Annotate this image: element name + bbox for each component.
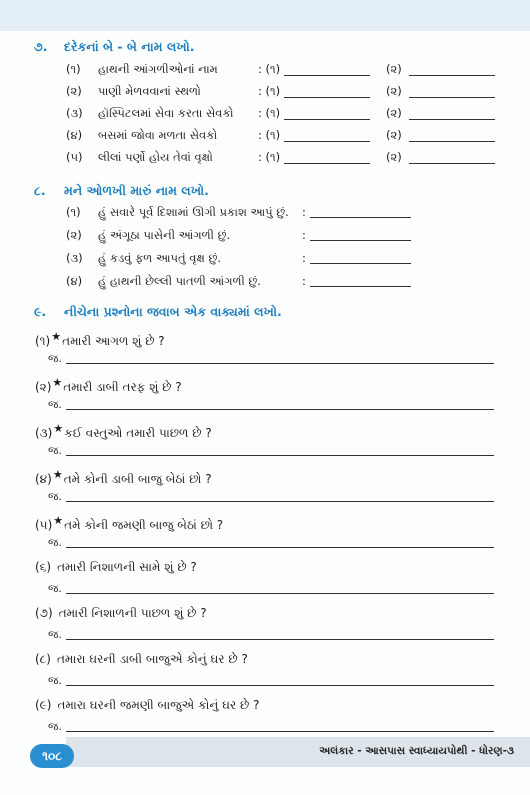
- answer-line-2[interactable]: [409, 119, 495, 120]
- answer-label-1: : (૧): [258, 62, 281, 76]
- question-row: [35, 422, 212, 441]
- question-row: [35, 514, 223, 533]
- row-colon: :: [302, 274, 306, 288]
- answer-line[interactable]: [66, 501, 494, 502]
- section-9-heading: [34, 304, 282, 320]
- answer-line[interactable]: [66, 639, 494, 640]
- answer-line[interactable]: [66, 363, 494, 364]
- star-icon: ★: [52, 376, 63, 389]
- answer-line[interactable]: [66, 455, 494, 456]
- section-number: ૭.: [34, 39, 48, 54]
- section-title: નીચેના પ્રશ્નોના જવાબ એક વાક્યમાં લખો.: [64, 304, 282, 319]
- question-row: [35, 330, 165, 349]
- row-number: (૫): [66, 150, 83, 164]
- row-text: લીલાં પર્ણો હોય તેવાં વૃક્ષો: [98, 150, 213, 164]
- section-7-heading: [34, 39, 194, 55]
- answer-line-1[interactable]: [284, 141, 370, 142]
- section-8-heading: [34, 183, 209, 199]
- section-title: મને ઓળખી મારું નામ લખો.: [64, 183, 209, 198]
- answer-label: જ.: [48, 490, 62, 503]
- question-text: તમે કોની જમણી બાજુ બેઠાં છો ?: [64, 518, 224, 532]
- answer-line[interactable]: [310, 240, 411, 241]
- answer-label: જ.: [48, 352, 62, 365]
- answer-line-1[interactable]: [284, 119, 370, 120]
- answer-line-2[interactable]: [409, 163, 495, 164]
- answer-label-1: : (૧): [258, 128, 281, 142]
- question-text: તમે કોની ડાબી બાજુ બેઠાં છો ?: [63, 472, 212, 486]
- answer-label-1: : (૧): [258, 106, 281, 120]
- question-row: [35, 376, 182, 395]
- question-number: (૭): [35, 606, 53, 620]
- answer-line-1[interactable]: [284, 75, 370, 76]
- row-number: (૨): [66, 84, 82, 98]
- answer-label-2: (૨): [386, 128, 402, 142]
- answer-line[interactable]: [66, 685, 494, 686]
- question-text: તમારી નિશાળની સામે શું છે ?: [57, 560, 197, 574]
- answer-label-1: : (૧): [258, 150, 281, 164]
- section-number: ૯.: [34, 304, 47, 319]
- answer-label: જ.: [48, 674, 62, 687]
- question-number: (૨): [35, 380, 52, 394]
- answer-line-2[interactable]: [409, 141, 495, 142]
- answer-line[interactable]: [310, 217, 411, 218]
- row-text: હું સવારે પૂર્વ દિશામાં ઊગી પ્રકાશ આપું છું.: [98, 205, 289, 219]
- question-number: (૧): [35, 334, 51, 348]
- question-number: (૬): [35, 560, 52, 574]
- row-colon: :: [302, 205, 306, 219]
- row-text: પાણી મેળવવાનાં સ્થળો: [98, 84, 201, 98]
- answer-line[interactable]: [66, 547, 494, 548]
- answer-line[interactable]: [66, 593, 494, 594]
- question-row: [35, 606, 207, 621]
- question-row: [35, 698, 260, 713]
- question-text: તમારી ડાબી તરફ શું છે ?: [63, 380, 182, 394]
- question-text: તમારી આગળ શું છે ?: [62, 334, 165, 348]
- question-text: તમારા ઘરની જમણી બાજુએ કોનું ઘર છે ?: [57, 698, 260, 712]
- answer-line[interactable]: [310, 286, 411, 287]
- row-number: (૨): [66, 228, 82, 242]
- answer-line-2[interactable]: [409, 75, 495, 76]
- answer-label-2: (૨): [386, 106, 402, 120]
- question-number: (૪): [35, 472, 52, 486]
- answer-line-1[interactable]: [284, 163, 370, 164]
- answer-line[interactable]: [310, 263, 411, 264]
- answer-line-2[interactable]: [409, 97, 495, 98]
- row-text: હું હાથની છેલ્લી પાતળી આંગળી છું.: [98, 274, 261, 288]
- star-icon: ★: [53, 514, 64, 527]
- answer-label: જ.: [48, 628, 62, 641]
- footer-title: અલંકાર - આસપાસ સ્વાધ્યાયપોથી - ધોરણ-૩: [319, 745, 514, 757]
- answer-label: જ.: [48, 720, 62, 733]
- row-text: બસમાં જોવા મળતા સેવકો: [98, 128, 218, 142]
- row-number: (૧): [66, 62, 81, 76]
- question-text: તમારી નિશાળની પાછળ શું છે ?: [58, 606, 207, 620]
- row-number: (૩): [66, 106, 83, 120]
- question-number: (૯): [35, 698, 52, 712]
- question-number: (૮): [35, 652, 51, 666]
- row-number: (૪): [66, 274, 83, 288]
- answer-label: જ.: [48, 536, 62, 549]
- answer-line[interactable]: [66, 731, 494, 732]
- row-colon: :: [302, 251, 306, 265]
- question-number: (૫): [35, 518, 53, 532]
- question-text: તમારા ઘરની ડાબી બાજુએ કોનું ઘર છે ?: [56, 652, 248, 666]
- answer-label: જ.: [48, 582, 62, 595]
- row-text: હું અંગૂઠા પાસેની આંગળી છું.: [98, 228, 231, 242]
- star-icon: ★: [52, 468, 63, 481]
- star-icon: ★: [53, 422, 64, 435]
- answer-label: જ.: [48, 444, 62, 457]
- row-number: (૩): [66, 251, 83, 265]
- answer-line-1[interactable]: [284, 97, 370, 98]
- answer-label: જ.: [48, 398, 62, 411]
- answer-line[interactable]: [66, 409, 494, 410]
- question-row: [35, 468, 212, 487]
- answer-label-2: (૨): [386, 150, 402, 164]
- answer-label-1: : (૧): [258, 84, 281, 98]
- page-number-badge: ૧૦૮: [30, 744, 74, 768]
- section-number: ૮.: [34, 183, 46, 198]
- question-row: [35, 560, 197, 575]
- question-number: (૩): [35, 426, 53, 440]
- top-band: [0, 0, 530, 31]
- section-title: દરેકનાં બે - બે નામ લખો.: [64, 39, 195, 54]
- answer-label-2: (૨): [386, 62, 402, 76]
- answer-label-2: (૨): [386, 84, 402, 98]
- question-row: [35, 652, 248, 667]
- row-number: (૪): [66, 128, 83, 142]
- star-icon: ★: [51, 330, 62, 343]
- question-text: કઈ વસ્તુઓ તમારી પાછળ છે ?: [64, 426, 212, 440]
- row-text: હૉસ્પિટલમાં સેવા કરતા સેવકો: [98, 106, 234, 120]
- row-text: હાથની આંગળીઓનાં નામ: [98, 62, 218, 76]
- row-colon: :: [302, 228, 306, 242]
- row-text: હું કડવું ફળ આપતું વૃક્ષ છું.: [98, 251, 222, 265]
- row-number: (૧): [66, 205, 81, 219]
